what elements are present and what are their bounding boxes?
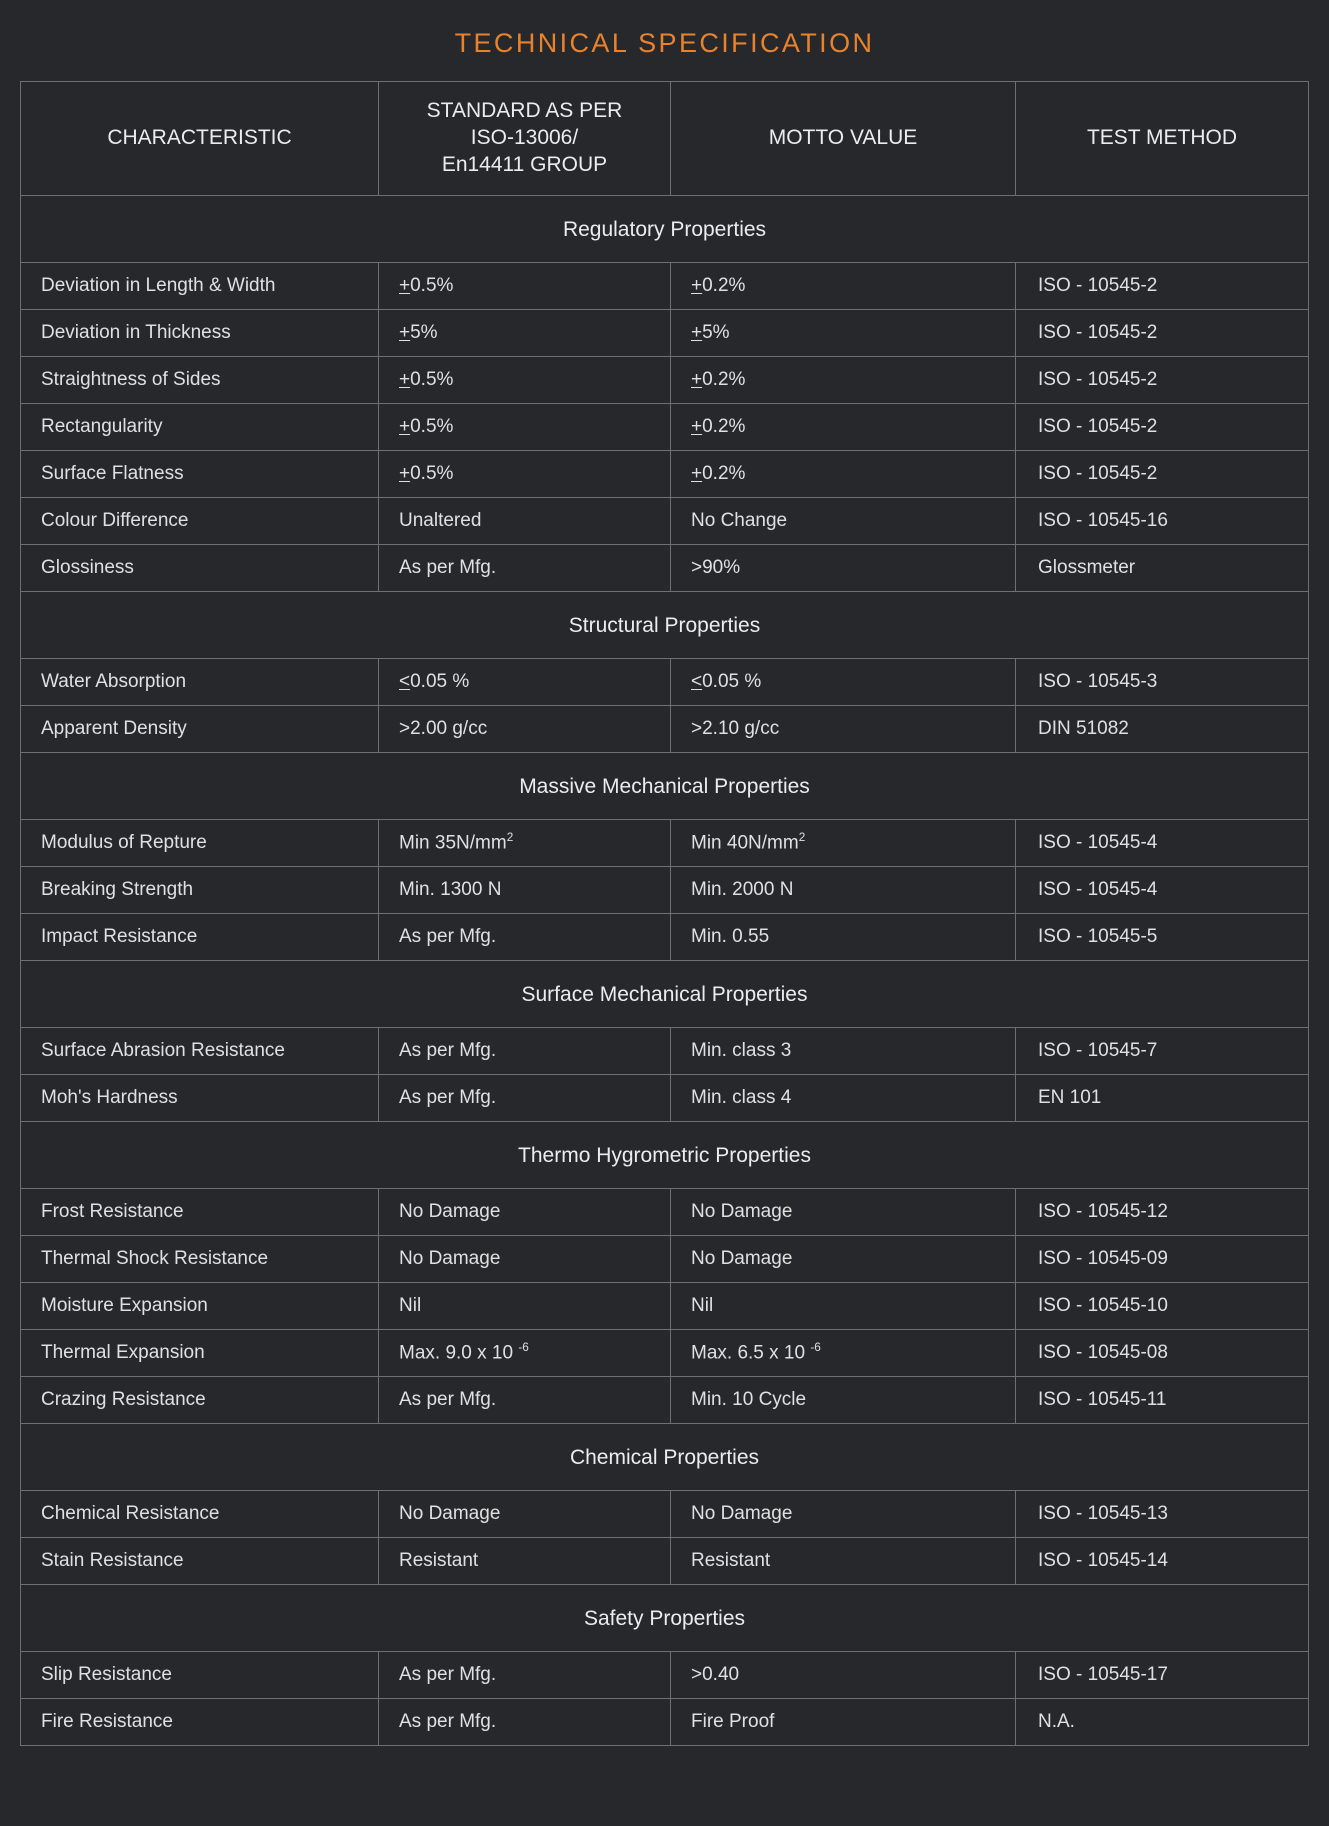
cell-motto-value: +0.2%	[671, 262, 1016, 309]
table-row	[21, 544, 1309, 591]
value-underline: +	[399, 368, 411, 390]
section-title: Surface Mechanical Properties	[21, 960, 1309, 1027]
cell-standard-value: As per Mfg.	[379, 1698, 671, 1745]
cell-characteristic: Breaking Strength	[21, 866, 379, 913]
cell-characteristic: Surface Abrasion Resistance	[21, 1027, 379, 1074]
cell-motto-value: No Damage	[671, 1490, 1016, 1537]
cell-standard-value: As per Mfg.	[379, 1074, 671, 1121]
cell-motto-value: >2.10 g/cc	[671, 705, 1016, 752]
cell-characteristic: Deviation in Thickness	[21, 309, 379, 356]
cell-test-method: ISO - 10545-08	[1016, 1329, 1309, 1376]
section-title: Chemical Properties	[21, 1423, 1309, 1490]
cell-test-method: ISO - 10545-17	[1016, 1651, 1309, 1698]
cell-standard-value: Min $35N/mm^2$	[379, 819, 671, 866]
value-underline: +	[691, 368, 703, 390]
cell-characteristic: Chemical Resistance	[21, 1490, 379, 1537]
cell-characteristic: Apparent Density	[21, 705, 379, 752]
cell-standard-value: As per Mfg.	[379, 1651, 671, 1698]
cell-standard-value: +0.5%	[379, 262, 671, 309]
table-body	[21, 195, 1309, 1745]
cell-characteristic: Thermal Shock Resistance	[21, 1235, 379, 1282]
cell-characteristic: Modulus of Repture	[21, 819, 379, 866]
section-header-row	[21, 752, 1309, 819]
value-underline: +	[399, 274, 411, 296]
cell-standard-value: Max. 9.0 x 10 $^{-6}$	[379, 1329, 671, 1376]
table-row	[21, 1074, 1309, 1121]
table-row	[21, 1651, 1309, 1698]
table-row	[21, 866, 1309, 913]
table-row	[21, 1537, 1309, 1584]
cell-motto-value: Fire Proof	[671, 1698, 1016, 1745]
section-header-row	[21, 1584, 1309, 1651]
section-header-row	[21, 591, 1309, 658]
cell-motto-value: +0.2%	[671, 450, 1016, 497]
column-header-standard-line1: STANDARD AS PER	[426, 99, 623, 122]
cell-standard-value: +5%	[379, 309, 671, 356]
cell-characteristic: Thermal Expansion	[21, 1329, 379, 1376]
cell-test-method: ISO - 10545-7	[1016, 1027, 1309, 1074]
table-row	[21, 450, 1309, 497]
page-title: TECHNICAL SPECIFICATION	[454, 28, 875, 58]
cell-motto-value: No Damage	[671, 1235, 1016, 1282]
cell-test-method: EN 101	[1016, 1074, 1309, 1121]
cell-standard-value: >2.00 g/cc	[379, 705, 671, 752]
cell-motto-value: Min. class 3	[671, 1027, 1016, 1074]
table-row	[21, 913, 1309, 960]
cell-characteristic: Rectangularity	[21, 403, 379, 450]
cell-test-method: ISO - 10545-13	[1016, 1490, 1309, 1537]
column-header-test-method: TEST METHOD	[1016, 82, 1309, 196]
column-header-motto-value: MOTTO VALUE	[671, 82, 1016, 196]
cell-characteristic: Deviation in Length & Width	[21, 262, 379, 309]
cell-standard-value: No Damage	[379, 1188, 671, 1235]
cell-standard-value: Resistant	[379, 1537, 671, 1584]
cell-characteristic: Fire Resistance	[21, 1698, 379, 1745]
value-underline: +	[399, 462, 411, 484]
cell-motto-value: Min. 10 Cycle	[671, 1376, 1016, 1423]
cell-motto-value: +0.2%	[671, 403, 1016, 450]
cell-characteristic: Moh's Hardness	[21, 1074, 379, 1121]
cell-standard-value: Nil	[379, 1282, 671, 1329]
cell-test-method: ISO - 10545-10	[1016, 1282, 1309, 1329]
section-title: Safety Properties	[21, 1584, 1309, 1651]
cell-motto-value: Min. 0.55	[671, 913, 1016, 960]
cell-motto-value: >90%	[671, 544, 1016, 591]
cell-characteristic: Impact Resistance	[21, 913, 379, 960]
cell-test-method: ISO - 10545-2	[1016, 403, 1309, 450]
table-row	[21, 497, 1309, 544]
section-title: Thermo Hygrometric Properties	[21, 1121, 1309, 1188]
table-header	[21, 82, 1309, 196]
section-header-row	[21, 1423, 1309, 1490]
cell-motto-value: +0.2%	[671, 356, 1016, 403]
cell-test-method: DIN 51082	[1016, 705, 1309, 752]
table-row	[21, 262, 1309, 309]
cell-standard-value: As per Mfg.	[379, 1376, 671, 1423]
cell-test-method: ISO - 10545-2	[1016, 450, 1309, 497]
cell-motto-value: Resistant	[671, 1537, 1016, 1584]
table-row	[21, 819, 1309, 866]
cell-standard-value: <0.05 %	[379, 658, 671, 705]
value-underline: +	[691, 274, 703, 296]
value-underline: +	[691, 462, 703, 484]
cell-standard-value: No Damage	[379, 1490, 671, 1537]
table-row	[21, 1188, 1309, 1235]
cell-characteristic: Water Absorption	[21, 658, 379, 705]
cell-test-method: ISO - 10545-11	[1016, 1376, 1309, 1423]
column-header-characteristic: CHARACTERISTIC	[21, 82, 379, 196]
cell-motto-value: +5%	[671, 309, 1016, 356]
cell-test-method: N.A.	[1016, 1698, 1309, 1745]
section-header-row	[21, 960, 1309, 1027]
section-header-row	[21, 195, 1309, 262]
cell-test-method: ISO - 10545-12	[1016, 1188, 1309, 1235]
cell-standard-value: +0.5%	[379, 450, 671, 497]
cell-motto-value: Max. 6.5 x 10 $^{-6}$	[671, 1329, 1016, 1376]
cell-standard-value: As per Mfg.	[379, 913, 671, 960]
cell-test-method: Glossmeter	[1016, 544, 1309, 591]
cell-motto-value: Min. class 4	[671, 1074, 1016, 1121]
cell-test-method: ISO - 10545-09	[1016, 1235, 1309, 1282]
technical-specification-table	[20, 81, 1309, 1746]
table-row	[21, 658, 1309, 705]
section-title: Massive Mechanical Properties	[21, 752, 1309, 819]
table-header-row	[21, 82, 1309, 196]
table-row	[21, 705, 1309, 752]
cell-test-method: ISO - 10545-3	[1016, 658, 1309, 705]
section-title: Structural Properties	[21, 591, 1309, 658]
table-row	[21, 1376, 1309, 1423]
cell-test-method: ISO - 10545-4	[1016, 819, 1309, 866]
cell-motto-value: <0.05 %	[671, 658, 1016, 705]
column-header-standard-line2: ISO-13006/	[470, 125, 579, 149]
cell-characteristic: Stain Resistance	[21, 1537, 379, 1584]
cell-characteristic: Surface Flatness	[21, 450, 379, 497]
table-row	[21, 1235, 1309, 1282]
cell-motto-value: Nil	[671, 1282, 1016, 1329]
table-row	[21, 1490, 1309, 1537]
cell-standard-value: As per Mfg.	[379, 1027, 671, 1074]
table-row	[21, 1282, 1309, 1329]
cell-characteristic: Frost Resistance	[21, 1188, 379, 1235]
column-header-standard	[379, 82, 671, 196]
table-row	[21, 309, 1309, 356]
section-title: Regulatory Properties	[21, 195, 1309, 262]
cell-test-method: ISO - 10545-4	[1016, 866, 1309, 913]
table-row	[21, 403, 1309, 450]
cell-characteristic: Straightness of Sides	[21, 356, 379, 403]
cell-motto-value: Min $40N/mm^2$	[671, 819, 1016, 866]
cell-standard-value: Unaltered	[379, 497, 671, 544]
table-row	[21, 1329, 1309, 1376]
value-underline: +	[691, 321, 703, 343]
table-row	[21, 356, 1309, 403]
cell-test-method: ISO - 10545-2	[1016, 309, 1309, 356]
cell-standard-value: +0.5%	[379, 356, 671, 403]
cell-standard-value: Min. 1300 N	[379, 866, 671, 913]
value-underline: <	[399, 670, 411, 692]
cell-characteristic: Crazing Resistance	[21, 1376, 379, 1423]
value-underline: +	[691, 415, 703, 437]
table-row	[21, 1698, 1309, 1745]
cell-motto-value: >0.40	[671, 1651, 1016, 1698]
cell-test-method: ISO - 10545-2	[1016, 262, 1309, 309]
cell-test-method: ISO - 10545-2	[1016, 356, 1309, 403]
cell-characteristic: Slip Resistance	[21, 1651, 379, 1698]
column-header-standard-line3: En14411 GROUP	[441, 152, 608, 176]
cell-standard-value: +0.5%	[379, 403, 671, 450]
cell-standard-value: No Damage	[379, 1235, 671, 1282]
section-header-row	[21, 1121, 1309, 1188]
value-underline: <	[691, 670, 703, 692]
cell-test-method: ISO - 10545-16	[1016, 497, 1309, 544]
cell-characteristic: Glossiness	[21, 544, 379, 591]
value-underline: +	[399, 415, 411, 437]
cell-motto-value: Min. 2000 N	[671, 866, 1016, 913]
cell-test-method: ISO - 10545-5	[1016, 913, 1309, 960]
cell-test-method: ISO - 10545-14	[1016, 1537, 1309, 1584]
cell-characteristic: Colour Difference	[21, 497, 379, 544]
cell-standard-value: As per Mfg.	[379, 544, 671, 591]
cell-motto-value: No Change	[671, 497, 1016, 544]
cell-characteristic: Moisture Expansion	[21, 1282, 379, 1329]
cell-motto-value: No Damage	[671, 1188, 1016, 1235]
table-row	[21, 1027, 1309, 1074]
value-underline: +	[399, 321, 411, 343]
